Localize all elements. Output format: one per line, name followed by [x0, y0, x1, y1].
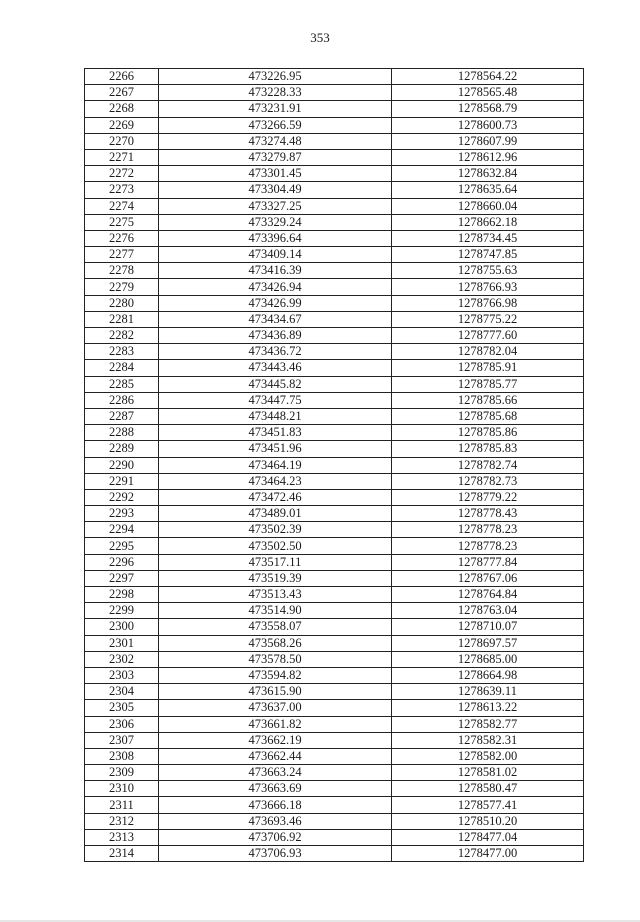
x-coordinate-cell: 473266.59 — [159, 117, 392, 133]
table-row — [85, 667, 584, 683]
table-row — [85, 85, 584, 101]
table-row — [85, 457, 584, 473]
y-coordinate-cell: 1278632.84 — [392, 166, 584, 182]
point-number-cell: 2313 — [85, 829, 159, 845]
y-coordinate-cell: 1278782.73 — [392, 473, 584, 489]
y-coordinate-cell: 1278785.86 — [392, 425, 584, 441]
x-coordinate-cell: 473663.69 — [159, 781, 392, 797]
y-coordinate-cell: 1278582.31 — [392, 732, 584, 748]
point-number-cell: 2311 — [85, 797, 159, 813]
x-coordinate-cell: 473693.46 — [159, 813, 392, 829]
point-number-cell: 2273 — [85, 182, 159, 198]
x-coordinate-cell: 473426.99 — [159, 295, 392, 311]
y-coordinate-cell: 1278734.45 — [392, 230, 584, 246]
point-number-cell: 2304 — [85, 684, 159, 700]
x-coordinate-cell: 473464.19 — [159, 457, 392, 473]
point-number-cell: 2276 — [85, 230, 159, 246]
point-number-cell: 2282 — [85, 328, 159, 344]
x-coordinate-cell: 473558.07 — [159, 619, 392, 635]
table-row — [85, 328, 584, 344]
point-number-cell: 2275 — [85, 214, 159, 230]
x-coordinate-cell: 473663.24 — [159, 765, 392, 781]
y-coordinate-cell: 1278710.07 — [392, 619, 584, 635]
x-coordinate-cell: 473502.39 — [159, 522, 392, 538]
table-row — [85, 522, 584, 538]
table-row — [85, 149, 584, 165]
x-coordinate-cell: 473578.50 — [159, 651, 392, 667]
point-number-cell: 2296 — [85, 554, 159, 570]
y-coordinate-cell: 1278565.48 — [392, 85, 584, 101]
x-coordinate-cell: 473228.33 — [159, 85, 392, 101]
y-coordinate-cell: 1278785.68 — [392, 408, 584, 424]
x-coordinate-cell: 473706.93 — [159, 846, 392, 862]
point-number-cell: 2298 — [85, 587, 159, 603]
table-row — [85, 247, 584, 263]
x-coordinate-cell: 473304.49 — [159, 182, 392, 198]
x-coordinate-cell: 473706.92 — [159, 829, 392, 845]
point-number-cell: 2292 — [85, 489, 159, 505]
point-number-cell: 2267 — [85, 85, 159, 101]
point-number-cell: 2307 — [85, 732, 159, 748]
point-number-cell: 2300 — [85, 619, 159, 635]
table-row — [85, 813, 584, 829]
x-coordinate-cell: 473279.87 — [159, 149, 392, 165]
y-coordinate-cell: 1278582.77 — [392, 716, 584, 732]
table-row — [85, 619, 584, 635]
x-coordinate-cell: 473519.39 — [159, 570, 392, 586]
y-coordinate-cell: 1278612.96 — [392, 149, 584, 165]
y-coordinate-cell: 1278778.23 — [392, 538, 584, 554]
y-coordinate-cell: 1278581.02 — [392, 765, 584, 781]
y-coordinate-cell: 1278755.63 — [392, 263, 584, 279]
point-number-cell: 2310 — [85, 781, 159, 797]
x-coordinate-cell: 473615.90 — [159, 684, 392, 700]
x-coordinate-cell: 473451.96 — [159, 441, 392, 457]
x-coordinate-cell: 473662.44 — [159, 748, 392, 764]
table-row — [85, 425, 584, 441]
point-number-cell: 2266 — [85, 69, 159, 85]
point-number-cell: 2314 — [85, 846, 159, 862]
y-coordinate-cell: 1278766.93 — [392, 279, 584, 295]
point-number-cell: 2269 — [85, 117, 159, 133]
x-coordinate-cell: 473513.43 — [159, 587, 392, 603]
y-coordinate-cell: 1278767.06 — [392, 570, 584, 586]
y-coordinate-cell: 1278477.04 — [392, 829, 584, 845]
x-coordinate-cell: 473274.48 — [159, 133, 392, 149]
page-number: 353 — [310, 30, 330, 45]
table-row — [85, 295, 584, 311]
table-row — [85, 587, 584, 603]
point-number-cell: 2301 — [85, 635, 159, 651]
y-coordinate-cell: 1278639.11 — [392, 684, 584, 700]
x-coordinate-cell: 473329.24 — [159, 214, 392, 230]
x-coordinate-cell: 473637.00 — [159, 700, 392, 716]
point-number-cell: 2285 — [85, 376, 159, 392]
x-coordinate-cell: 473472.46 — [159, 489, 392, 505]
x-coordinate-cell: 473594.82 — [159, 667, 392, 683]
table-row — [85, 214, 584, 230]
table-row — [85, 279, 584, 295]
table-row — [85, 376, 584, 392]
point-number-cell: 2297 — [85, 570, 159, 586]
y-coordinate-cell: 1278775.22 — [392, 311, 584, 327]
coordinates-table — [84, 68, 584, 862]
y-coordinate-cell: 1278782.04 — [392, 344, 584, 360]
point-number-cell: 2274 — [85, 198, 159, 214]
table-row — [85, 732, 584, 748]
point-number-cell: 2288 — [85, 425, 159, 441]
x-coordinate-cell: 473514.90 — [159, 603, 392, 619]
y-coordinate-cell: 1278580.47 — [392, 781, 584, 797]
point-number-cell: 2303 — [85, 667, 159, 683]
y-coordinate-cell: 1278685.00 — [392, 651, 584, 667]
point-number-cell: 2287 — [85, 408, 159, 424]
x-coordinate-cell: 473231.91 — [159, 101, 392, 117]
x-coordinate-cell: 473434.67 — [159, 311, 392, 327]
table-row — [85, 311, 584, 327]
point-number-cell: 2268 — [85, 101, 159, 117]
table-row — [85, 344, 584, 360]
y-coordinate-cell: 1278778.23 — [392, 522, 584, 538]
point-number-cell: 2293 — [85, 506, 159, 522]
x-coordinate-cell: 473447.75 — [159, 392, 392, 408]
table-row — [85, 538, 584, 554]
y-coordinate-cell: 1278785.91 — [392, 360, 584, 376]
y-coordinate-cell: 1278763.04 — [392, 603, 584, 619]
point-number-cell: 2278 — [85, 263, 159, 279]
point-number-cell: 2280 — [85, 295, 159, 311]
y-coordinate-cell: 1278782.74 — [392, 457, 584, 473]
y-coordinate-cell: 1278779.22 — [392, 489, 584, 505]
y-coordinate-cell: 1278777.84 — [392, 554, 584, 570]
x-coordinate-cell: 473445.82 — [159, 376, 392, 392]
y-coordinate-cell: 1278747.85 — [392, 247, 584, 263]
table-row — [85, 392, 584, 408]
y-coordinate-cell: 1278785.66 — [392, 392, 584, 408]
point-number-cell: 2309 — [85, 765, 159, 781]
x-coordinate-cell: 473464.23 — [159, 473, 392, 489]
table-row — [85, 506, 584, 522]
point-number-cell: 2299 — [85, 603, 159, 619]
x-coordinate-cell: 473436.72 — [159, 344, 392, 360]
table-row — [85, 117, 584, 133]
x-coordinate-cell: 473301.45 — [159, 166, 392, 182]
point-number-cell: 2312 — [85, 813, 159, 829]
table-row — [85, 781, 584, 797]
y-coordinate-cell: 1278477.00 — [392, 846, 584, 862]
table-row — [85, 635, 584, 651]
y-coordinate-cell: 1278607.99 — [392, 133, 584, 149]
point-number-cell: 2308 — [85, 748, 159, 764]
y-coordinate-cell: 1278577.41 — [392, 797, 584, 813]
x-coordinate-cell: 473568.26 — [159, 635, 392, 651]
x-coordinate-cell: 473443.46 — [159, 360, 392, 376]
table-row — [85, 101, 584, 117]
x-coordinate-cell: 473502.50 — [159, 538, 392, 554]
point-number-cell: 2294 — [85, 522, 159, 538]
table-row — [85, 700, 584, 716]
table-row — [85, 829, 584, 845]
point-number-cell: 2305 — [85, 700, 159, 716]
table-row — [85, 133, 584, 149]
table-row — [85, 489, 584, 505]
point-number-cell: 2281 — [85, 311, 159, 327]
point-number-cell: 2270 — [85, 133, 159, 149]
x-coordinate-cell: 473396.64 — [159, 230, 392, 246]
point-number-cell: 2291 — [85, 473, 159, 489]
table-row — [85, 716, 584, 732]
x-coordinate-cell: 473489.01 — [159, 506, 392, 522]
point-number-cell: 2284 — [85, 360, 159, 376]
y-coordinate-cell: 1278777.60 — [392, 328, 584, 344]
point-number-cell: 2271 — [85, 149, 159, 165]
point-number-cell: 2272 — [85, 166, 159, 182]
table-row — [85, 684, 584, 700]
y-coordinate-cell: 1278510.20 — [392, 813, 584, 829]
table-row — [85, 570, 584, 586]
y-coordinate-cell: 1278662.18 — [392, 214, 584, 230]
x-coordinate-cell: 473451.83 — [159, 425, 392, 441]
y-coordinate-cell: 1278785.77 — [392, 376, 584, 392]
y-coordinate-cell: 1278600.73 — [392, 117, 584, 133]
table-row — [85, 69, 584, 85]
x-coordinate-cell: 473327.25 — [159, 198, 392, 214]
point-number-cell: 2286 — [85, 392, 159, 408]
table-row — [85, 263, 584, 279]
x-coordinate-cell: 473409.14 — [159, 247, 392, 263]
y-coordinate-cell: 1278568.79 — [392, 101, 584, 117]
y-coordinate-cell: 1278778.43 — [392, 506, 584, 522]
y-coordinate-cell: 1278635.64 — [392, 182, 584, 198]
y-coordinate-cell: 1278660.04 — [392, 198, 584, 214]
x-coordinate-cell: 473436.89 — [159, 328, 392, 344]
point-number-cell: 2306 — [85, 716, 159, 732]
coordinates-table-body — [85, 69, 584, 862]
y-coordinate-cell: 1278582.00 — [392, 748, 584, 764]
x-coordinate-cell: 473448.21 — [159, 408, 392, 424]
x-coordinate-cell: 473662.19 — [159, 732, 392, 748]
table-row — [85, 166, 584, 182]
y-coordinate-cell: 1278613.22 — [392, 700, 584, 716]
point-number-cell: 2295 — [85, 538, 159, 554]
y-coordinate-cell: 1278564.22 — [392, 69, 584, 85]
x-coordinate-cell: 473416.39 — [159, 263, 392, 279]
y-coordinate-cell: 1278766.98 — [392, 295, 584, 311]
y-coordinate-cell: 1278785.83 — [392, 441, 584, 457]
x-coordinate-cell: 473661.82 — [159, 716, 392, 732]
table-row — [85, 230, 584, 246]
table-row — [85, 408, 584, 424]
table-row — [85, 182, 584, 198]
x-coordinate-cell: 473226.95 — [159, 69, 392, 85]
table-row — [85, 797, 584, 813]
point-number-cell: 2283 — [85, 344, 159, 360]
table-row — [85, 846, 584, 862]
point-number-cell: 2279 — [85, 279, 159, 295]
x-coordinate-cell: 473517.11 — [159, 554, 392, 570]
table-row — [85, 603, 584, 619]
table-row — [85, 198, 584, 214]
point-number-cell: 2302 — [85, 651, 159, 667]
point-number-cell: 2290 — [85, 457, 159, 473]
table-row — [85, 554, 584, 570]
y-coordinate-cell: 1278697.57 — [392, 635, 584, 651]
y-coordinate-cell: 1278764.84 — [392, 587, 584, 603]
table-row — [85, 651, 584, 667]
x-coordinate-cell: 473426.94 — [159, 279, 392, 295]
y-coordinate-cell: 1278664.98 — [392, 667, 584, 683]
table-row — [85, 765, 584, 781]
point-number-cell: 2289 — [85, 441, 159, 457]
table-row — [85, 473, 584, 489]
x-coordinate-cell: 473666.18 — [159, 797, 392, 813]
table-row — [85, 360, 584, 376]
table-row — [85, 748, 584, 764]
table-row — [85, 441, 584, 457]
point-number-cell: 2277 — [85, 247, 159, 263]
